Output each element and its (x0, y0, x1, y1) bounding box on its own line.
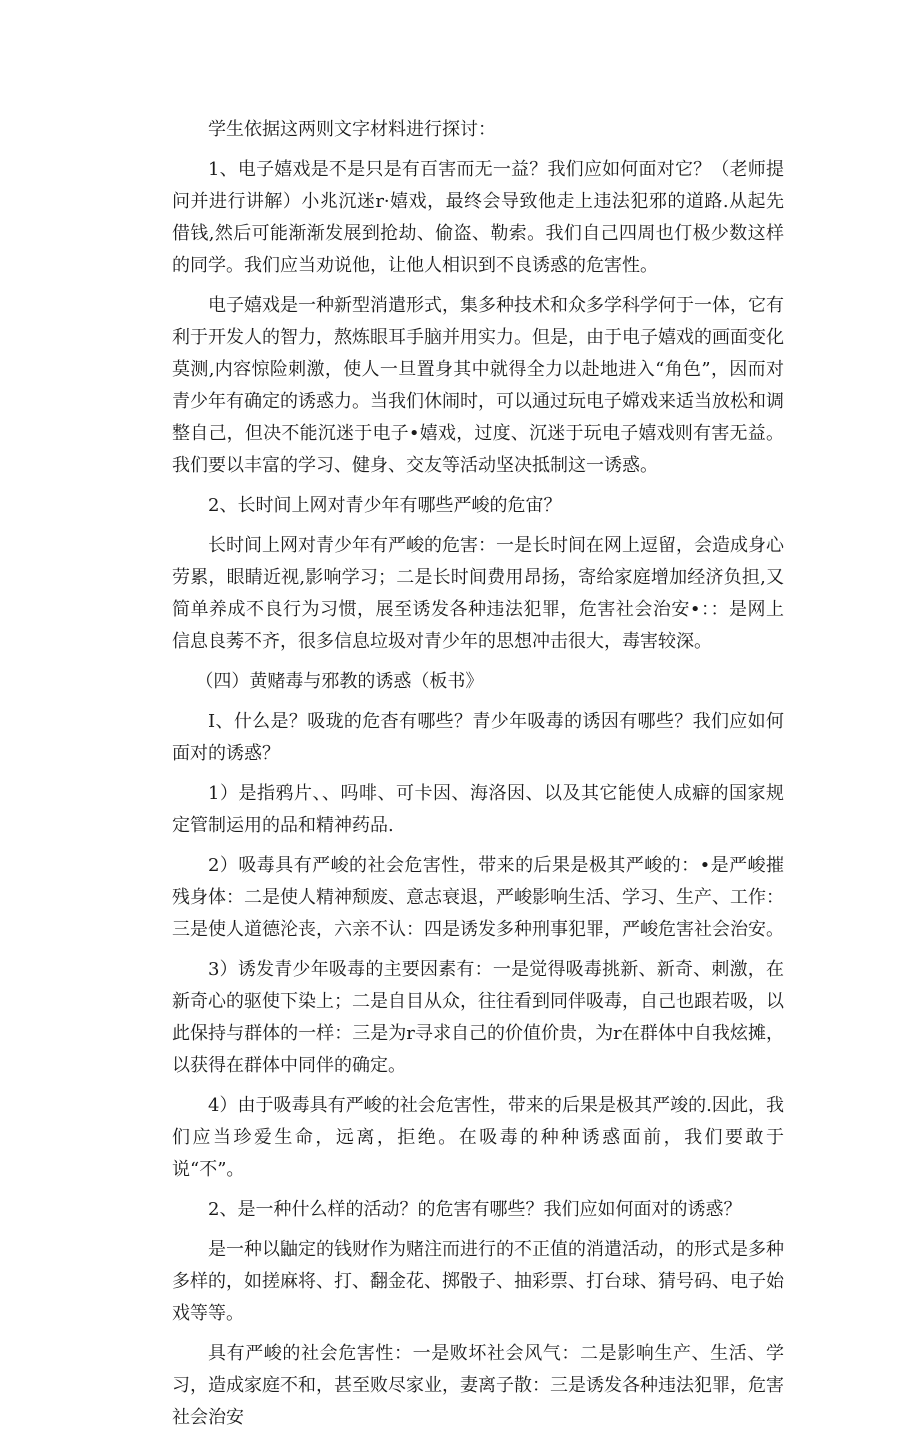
paragraph-drug-1: 1）是指鸦片、、吗啡、可卡因、海洛因、以及其它能使人成癖的国家规定管制运用的品和精神药品. (172, 783, 784, 836)
paragraph-gambling-question: 2、是一种什么样的活动？的危害有哪些？我们应如何面对的诱惑？ (208, 1199, 742, 1220)
section-heading-4: （四）黄赌毒与邪教的诱惑（板书》 (195, 671, 484, 692)
paragraph-gambling-harm: 具有严峻的社会危害性：一是败坏社会风气：二是影响生产、生活、学习，造成家庭不和，甚至败尽家业，妻离子散：三是诱发各种违法犯罪，危害社会治安 (172, 1343, 784, 1428)
paragraph-drug-2: 2）吸毒具有严峻的社会危害性，带来的后果是极其严峻的：•是严峻摧残身体：二是使人精神颓废、意志衰退，严峻影响生活、学习、生产、工作：三是使人道德沦丧，六亲不认：四是诱发多种刑事犯罪，严峻危害社会治安。 (172, 855, 784, 940)
paragraph-intro: 学生依据这两则文字材料进行探讨： (208, 119, 496, 140)
paragraph-question-1: 1、电子嬉戏是不是只是有百害而无一益？我们应如何面对它？（老师提问并进行讲解）小兆沉迷r·嬉戏，最终会导致他走上违法犯邪的道路.从起先借钱,然后可能渐渐发展到抢劫、偷盗、勒索。我们自己四周也仃极少数这样的同学。我们应当劝说他，让他人相识到不良诱惑的危害性。 (172, 159, 784, 276)
document-page (172, 114, 784, 1442)
paragraph-drug-question: I、什么是？吸珑的危杳有哪些？青少年吸毒的诱因有哪些？我们应如何面对的诱惑？ (172, 711, 784, 764)
paragraph-drug-4: 4）由于吸毒具有严峻的社会危害性，带来的后果是极其严竣的.因此，我们应当珍爱生命，远离，拒绝。在吸毒的种种诱惑面前，我们要敢于说“不”。 (172, 1095, 784, 1180)
paragraph-internet-harm: 长时间上网对青少年有严峻的危害：一是长时间在网上逗留，会造成身心劳累，眼睛近视,影响学习；二是长时间费用昂扬，寄给家庭增加经济负担,又简单养成不良行为习惯，展至诱发各种违法犯罪，危害社会治安•：：是网上信息良莠不齐，很多信息垃圾对青少年的思想冲击很大，毒害较深。 (172, 535, 784, 652)
paragraph-question-2: 2、长时间上网对青少年有哪些严峻的危宙？ (208, 495, 562, 516)
paragraph-gambling-definition: 是一种以鼬定的钱财作为赌注而进行的不正值的消遣活动，的形式是多种多样的，如搓麻将、打、翻金花、掷骰子、抽彩票、打台球、猜号码、电子始戏等等。 (172, 1239, 784, 1324)
paragraph-video-games: 电子嬉戏是一种新型消遣形式，集多种技术和众多学科学何于一体，它有利于开发人的智力，熬炼眼耳手脑并用实力。但是，由于电子嬉戏的画面变化莫测,内容惊险刺激，使人一旦置身其中就得全力以赴地进入“角色”，因而对青少年有确定的诱惑力。当我们休闹时，可以通过玩电子嫦戏来适当放松和调整自己，但决不能沉迷于电子•嬉戏，过度、沉迷于玩电子嬉戏则有害无益。我们要以丰富的学习、健身、交友等活动坚决抵制这一诱惑。 (172, 295, 784, 476)
paragraph-drug-3: 3）诱发青少年吸毒的主要因素有：一是觉得吸毒挑新、新奇、刺激，在新奇心的驱使下染上；二是自目从众，往往看到同伴吸毒，自己也跟若吸，以此保持与群体的一样：三是为r寻求自己的价值价贵，为r在群体中自我炫摊，以获得在群体中同伴的确定。 (172, 959, 784, 1076)
